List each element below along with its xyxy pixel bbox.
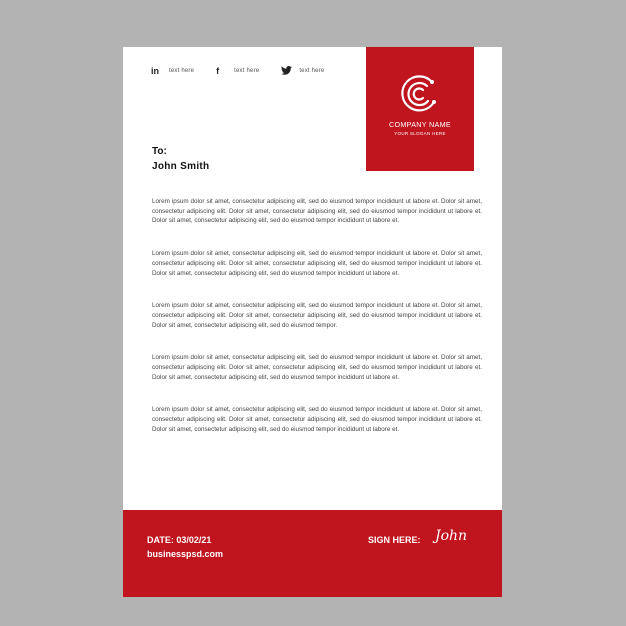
social-text: text here: [234, 68, 260, 74]
date-text: DATE: 03/02/21: [147, 535, 212, 545]
body-paragraph: Lorem ipsum dolor sit amet, consectetur adipiscing elit, sed do eiusmod tempor incididunt ut labore et. Dolor sit amet, consectetur adipiscing elit. Dolor sit amet, consectetur adipiscing elit, sed do eiusmod tempor incididunt ut labore et. Dolor sit amet, consectetur adipiscing elit, sed do eiusmod tempor incididunt ut labore et.: [152, 354, 482, 381]
company-slogan: YOUR SLOGAN HERE: [394, 131, 446, 136]
sign-label: SIGN HERE:: [368, 535, 421, 545]
linkedin-icon: in: [151, 66, 159, 76]
body-paragraph: Lorem ipsum dolor sit amet, consectetur adipiscing elit, sed do eiusmod tempor incididunt ut labore et. Dolor sit amet, consectetur adipiscing elit. Dolor sit amet, consectetur adipiscing elit, sed do eiusmod tempor incididunt ut labore et. Dolor sit amet, consectetur adipiscing elit, sed do eiusmod tempor.: [152, 302, 482, 329]
recipient-name: John Smith: [152, 161, 210, 172]
social-links: [151, 66, 324, 76]
social-text: text here: [299, 68, 325, 74]
signature: John: [435, 528, 468, 544]
body-paragraph: Lorem ipsum dolor sit amet, consectetur adipiscing elit, sed do eiusmod tempor incididunt ut labore et. Dolor sit amet, consectetur adipiscing elit. Dolor sit amet, consectetur adipiscing elit, sed do eiusmod tempor incididunt ut labore et. Dolor sit amet, consectetur adipiscing elit, sed do eiusmod tempor incididunt ut labore et.: [152, 250, 482, 277]
social-item-linkedin[interactable]: [151, 66, 194, 76]
company-name: COMPANY NAME: [388, 120, 452, 129]
footer-bar: [123, 510, 502, 597]
facebook-icon: f: [216, 66, 220, 76]
social-text: text here: [169, 68, 195, 74]
body-paragraph: Lorem ipsum dolor sit amet, consectetur adipiscing elit, sed do eiusmod tempor incididunt ut labore et. Dolor sit amet, consectetur adipiscing elit. Dolor sit amet, consectetur adipiscing elit, sed do eiusmod tempor incididunt ut labore et. Dolor sit amet, consectetur adipiscing elit, sed do eiusmod tempor incididunt ut labore et.: [152, 406, 482, 433]
recipient-label: To:: [152, 146, 167, 157]
logo-block: [366, 47, 474, 171]
body-paragraph: Lorem ipsum dolor sit amet, consectetur adipiscing elit, sed do eiusmod tempor incididunt ut labore et. Dolor sit amet, consectetur adipiscing elit. Dolor sit amet, consectetur adipiscing elit, sed do eiusmod tempor incididunt ut labore et. Dolor sit amet, consectetur adipiscing elit, sed do eiusmod tempor incididunt ut labore et.: [152, 198, 482, 225]
website-link[interactable]: businesspsd.com: [147, 549, 224, 559]
letterhead-page: [123, 47, 502, 597]
company-logo-icon: [400, 74, 440, 114]
social-item-twitter[interactable]: [281, 66, 324, 76]
twitter-icon: [281, 66, 293, 76]
letter-body: [152, 197, 482, 458]
social-item-facebook[interactable]: [216, 66, 259, 76]
